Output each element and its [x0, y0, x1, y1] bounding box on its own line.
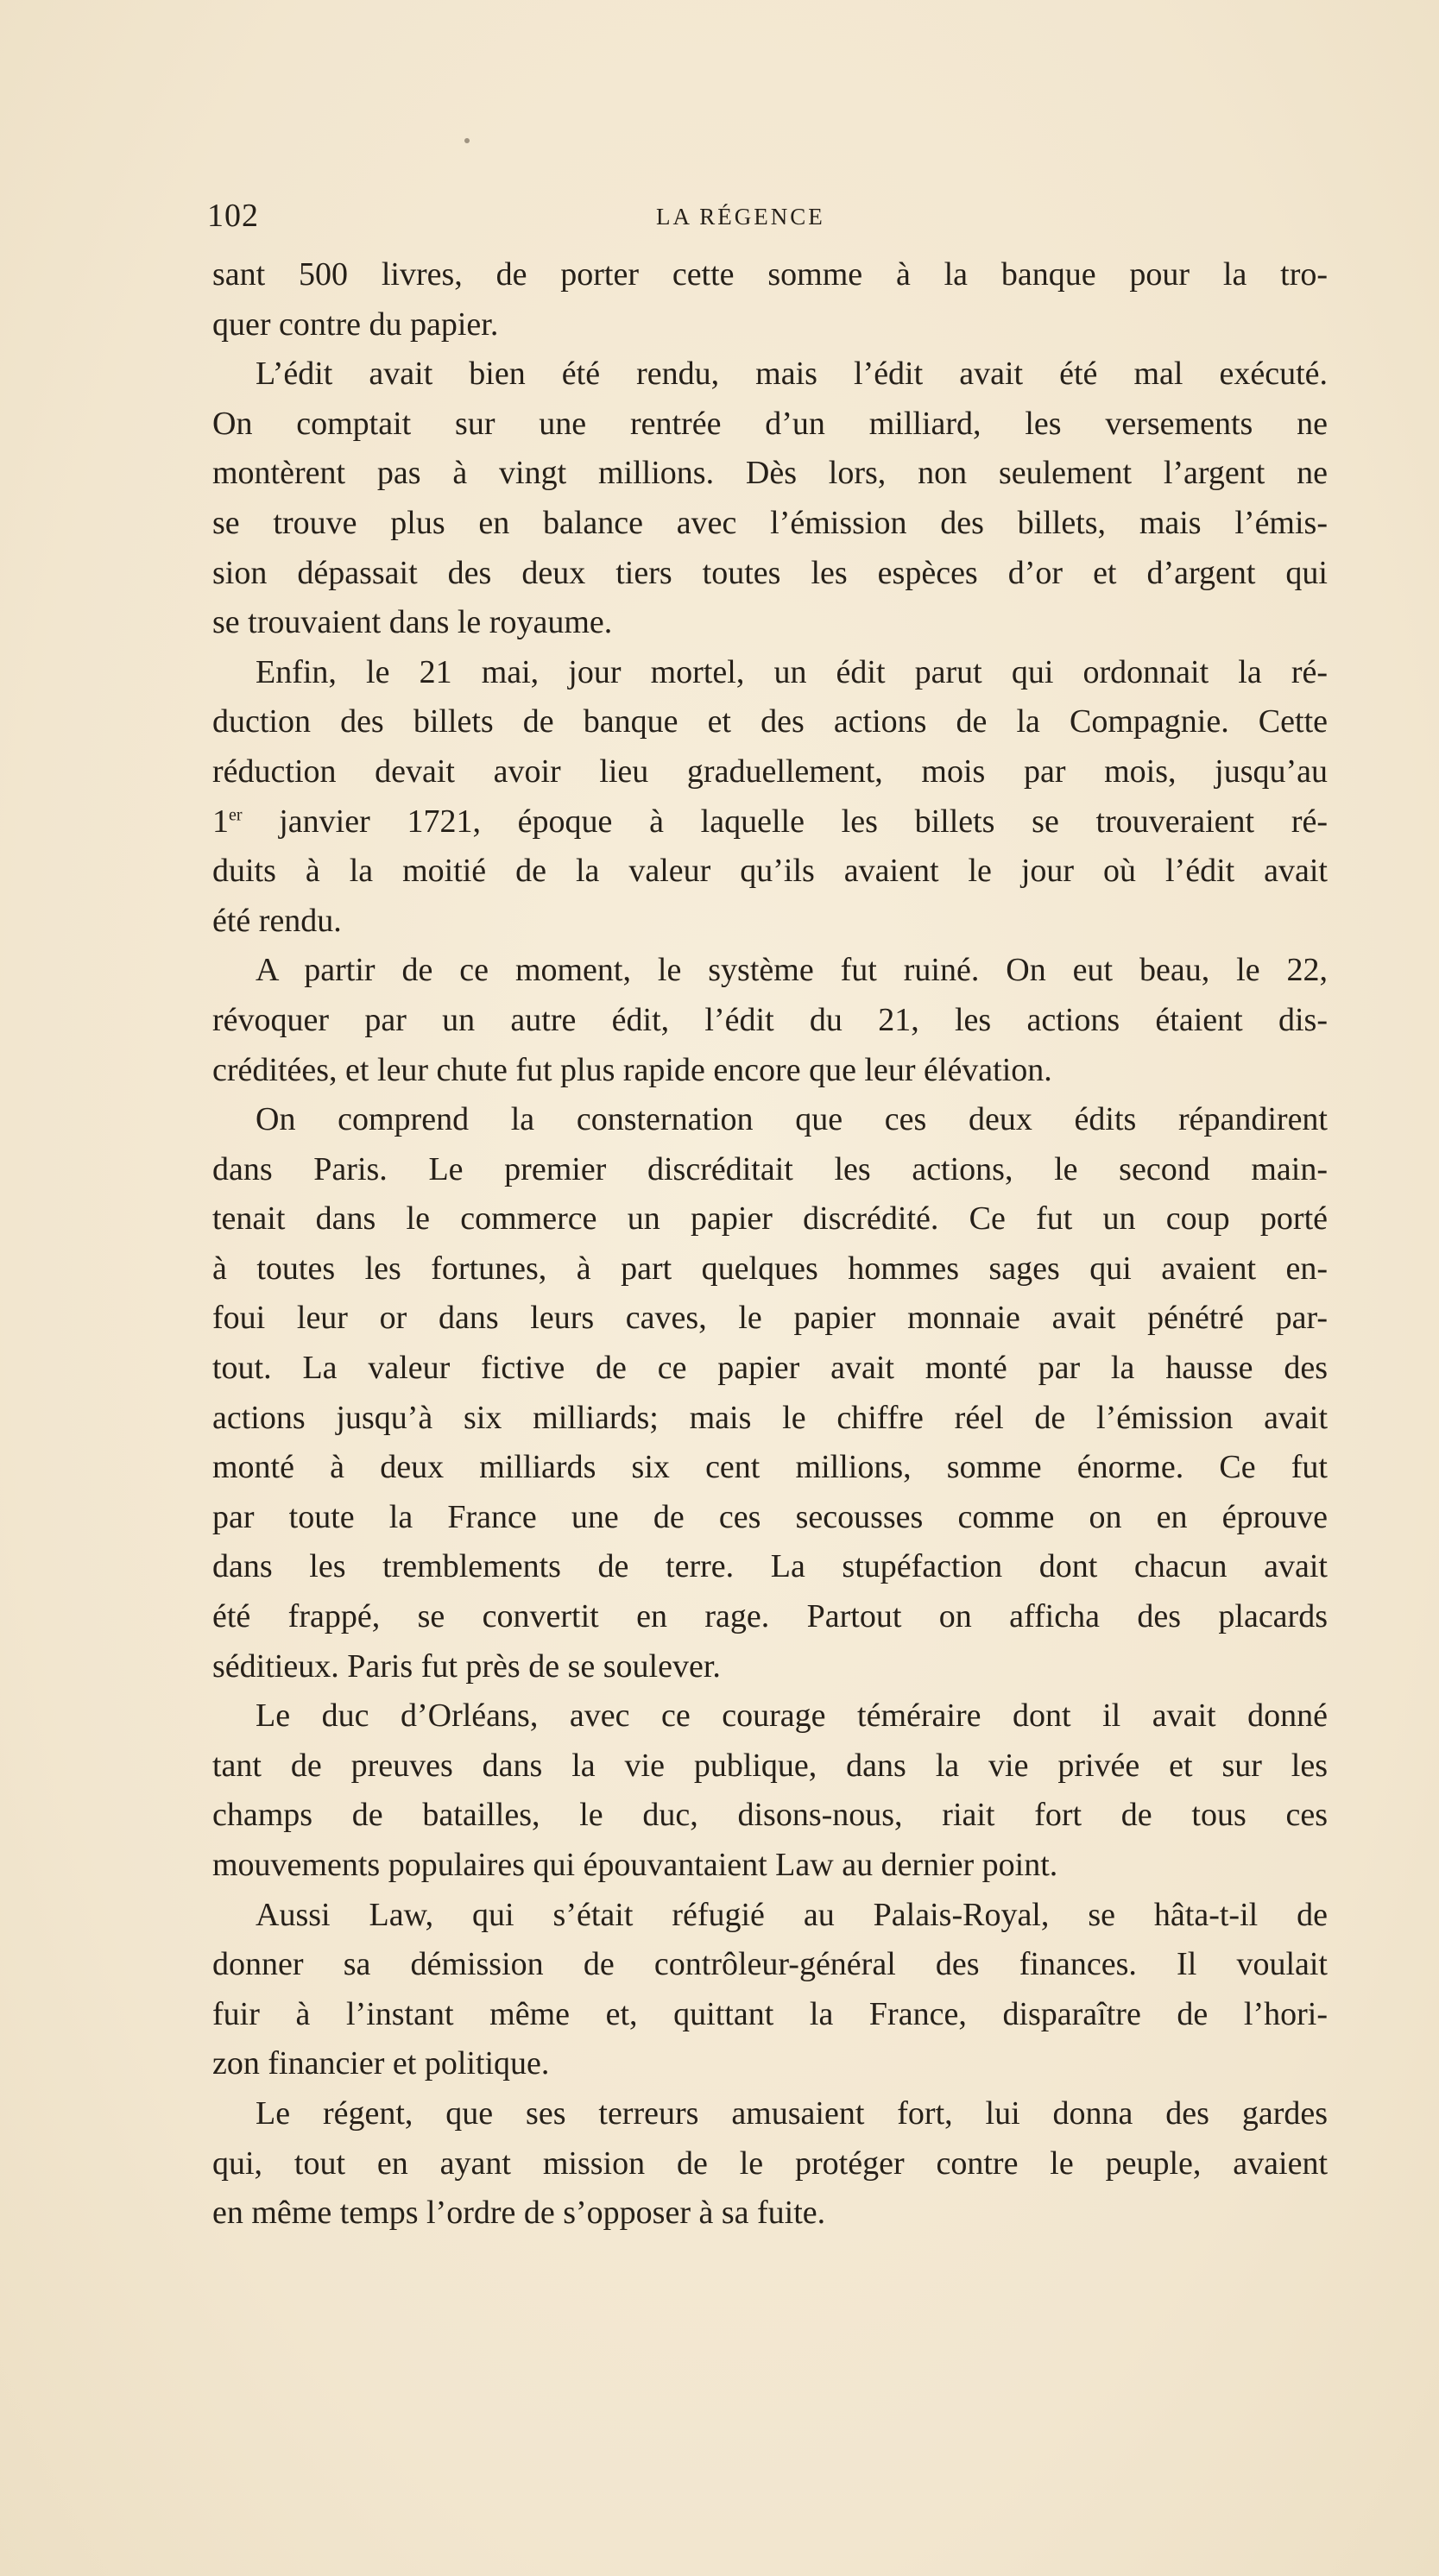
text-line: L’édit avait bien été rendu, mais l’édit avait été mal exécuté.: [256, 356, 1328, 393]
text-line: par toute la France une de ces secousses comme on en éprouve: [212, 1498, 1328, 1535]
text-line: duits à la moitié de la valeur qu’ils avaient le jour où l’édit avait: [212, 853, 1328, 890]
ordinal-superscript: er: [229, 804, 243, 824]
text-line: Enfin, le 21 mai, jour mortel, un édit parut qui ordonnait la ré-: [256, 653, 1328, 690]
text-line: tant de preuves dans la vie publique, dans la vie privée et sur les: [212, 1747, 1328, 1784]
line-remainder: janvier 1721, époque à laquelle les billets se trouveraient ré-: [242, 803, 1328, 840]
text-line: mouvements populaires qui épouvantaient Law au dernier point.: [212, 1847, 1058, 1883]
text-line: On comprend la consternation que ces deux édits répandirent: [256, 1101, 1328, 1138]
text-line: se trouve plus en balance avec l’émission des billets, mais l’émis-: [212, 504, 1328, 541]
text-line: dans Paris. Le premier discréditait les actions, le second main-: [212, 1150, 1328, 1187]
page-header: [207, 197, 1329, 249]
text-line: Aussi Law, qui s’était réfugié au Palais-Royal, se hâta-t-il de: [256, 1896, 1328, 1933]
text-line: séditieux. Paris fut près de se soulever.: [212, 1647, 721, 1685]
text-line: zon financier et politique.: [212, 2045, 550, 2082]
text-line: été frappé, se convertit en rage. Partout on afficha des placards: [212, 1598, 1328, 1635]
running-title: LA RÉGENCE: [656, 204, 825, 230]
text-line: dans les tremblements de terre. La stupéfaction dont chacun avait: [212, 1548, 1328, 1585]
body-text: [212, 250, 1328, 2239]
text-line: réduction devait avoir lieu graduellement, mois par mois, jusqu’au: [212, 753, 1328, 790]
text-line-with-superscript: [212, 797, 1328, 847]
text-line: foui leur or dans leurs caves, le papier monnaie avait pénétré par-: [212, 1300, 1328, 1337]
text-line: été rendu.: [212, 902, 342, 939]
text-line: révoquer par un autre édit, l’édit du 21, les actions étaient dis-: [212, 1001, 1328, 1038]
text-line: se trouvaient dans le royaume.: [212, 604, 613, 641]
text-line: Le duc d’Orléans, avec ce courage téméraire dont il avait donné: [256, 1697, 1328, 1735]
text-line: en même temps l’ordre de s’opposer à sa fuite.: [212, 2195, 826, 2232]
text-line: monté à deux milliards six cent millions, somme énorme. Ce fut: [212, 1449, 1328, 1486]
text-line: Le régent, que ses terreurs amusaient fort, lui donna des gardes: [256, 2094, 1328, 2132]
text-line: donner sa démission de contrôleur-général des finances. Il voulait: [212, 1946, 1328, 1983]
text-line: champs de batailles, le duc, disons-nous, riait fort de tous ces: [212, 1797, 1328, 1834]
text-line: fuir à l’instant même et, quittant la France, disparaître de l’hori-: [212, 1995, 1328, 2032]
page-number: 102: [207, 198, 259, 234]
ordinal-number: 1: [212, 803, 229, 840]
text-line: tout. La valeur fictive de ce papier avait monté par la hausse des: [212, 1350, 1328, 1387]
text-line: créditées, et leur chute fut plus rapide encore que leur élévation.: [212, 1051, 1052, 1088]
text-line: tenait dans le commerce un papier discrédité. Ce fut un coup porté: [212, 1200, 1328, 1238]
ink-speck: [464, 138, 470, 143]
text-line: quer contre du papier.: [212, 305, 499, 343]
text-line: sion dépassait des deux tiers toutes les espèces d’or et d’argent qui: [212, 554, 1328, 591]
text-line: qui, tout en ayant mission de le protéger contre le peuple, avaient: [212, 2145, 1328, 2182]
text-line: duction des billets de banque et des actions de la Compagnie. Cette: [212, 703, 1328, 740]
text-line: à toutes les fortunes, à part quelques hommes sages qui avaient en-: [212, 1250, 1328, 1287]
text-line: On comptait sur une rentrée d’un milliard, les versements ne: [212, 405, 1328, 442]
text-line: actions jusqu’à six milliards; mais le chiffre réel de l’émission avait: [212, 1399, 1328, 1436]
text-line: montèrent pas à vingt millions. Dès lors, non seulement l’argent ne: [212, 455, 1328, 492]
text-line: A partir de ce moment, le système fut ruiné. On eut beau, le 22,: [256, 952, 1328, 989]
text-line: sant 500 livres, de porter cette somme à la banque pour la tro-: [212, 256, 1328, 293]
